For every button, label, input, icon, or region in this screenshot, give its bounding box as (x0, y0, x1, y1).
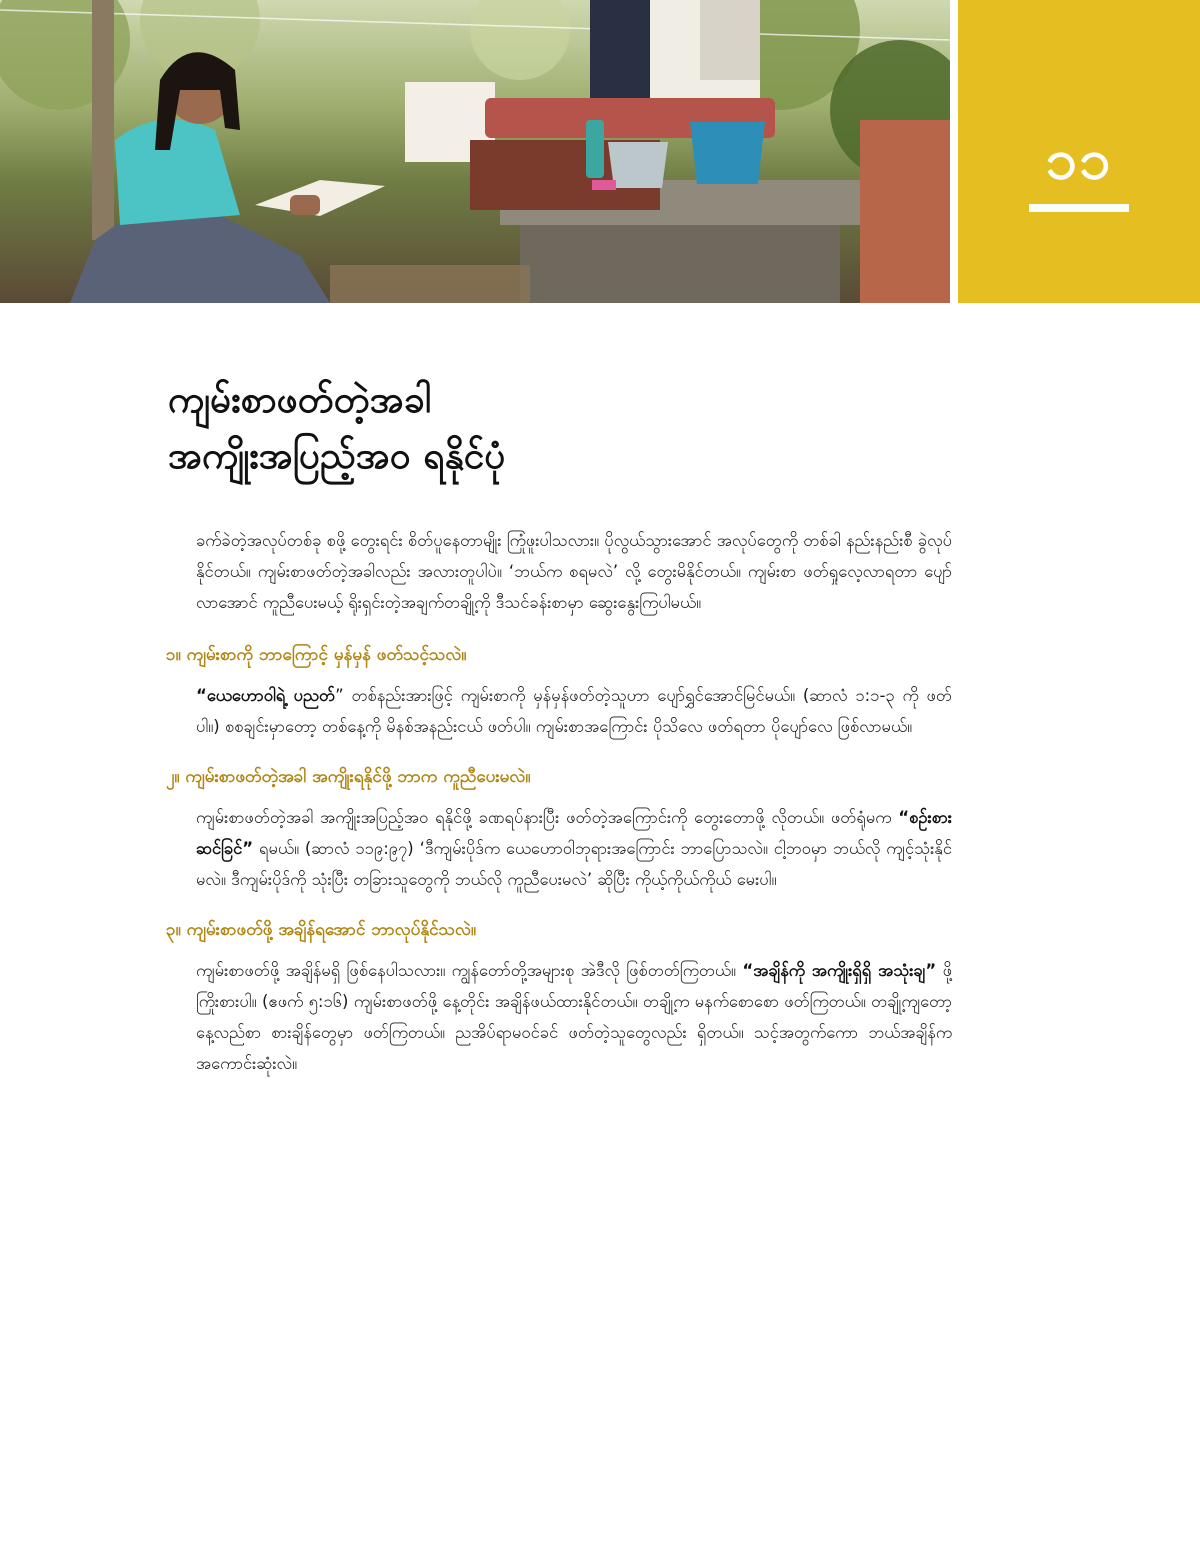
section-body-3-text-after: ဖို့ ကြိုးစားပါ။ (ဧဖက် ၅:၁၆) ကျမ်းစာဖတ်ဖို့ နေ့တိုင်း အချိန်ဖယ်ထားနိုင်တယ်။ တချို့က မနက်စောစော ဖတ်ကြတယ်။ တချို့ကျတော့ နေ့လည်စာ စားချိန်တွေမှာ ဖတ်ကြတယ်။ ညအိပ်ရာမဝင်ခင် ဖတ်တဲ့သူတွေလည်း ရှိတယ်။ သင့်အတွက်ကော ဘယ်အချိန်က အကောင်းဆုံးလဲ။ (196, 961, 953, 1073)
section-body-2-text-before: ကျမ်းစာဖတ်တဲ့အခါ အကျိုးအပြည့်အဝ ရနိုင်ဖို့ ခဏရပ်နားပြီး ဖတ်တဲ့အကြောင်းကို တွေးတောဖို့ လိုတယ်။ ဖတ်ရုံမက (196, 808, 899, 827)
lesson-title (168, 372, 968, 484)
lesson-title-line-2: အကျိုးအပြည့်အဝ ရနိုင်ပုံ (168, 434, 506, 477)
section-body-3-bold-quote: “အချိန်ကို အကျိုးရှိရှိ အသုံးချ” (742, 961, 937, 980)
section-body-3 (196, 955, 952, 1079)
section-body-2-text-after: ရမယ်။ (ဆာလံ ၁၁၉:၉၇) ‘ဒီကျမ်းပိုဒ်က ယေဟောဝါဘုရားအကြောင်း ဘာပြောသလဲ။ ငါ့ဘဝမှာ ဘယ်လို ကျင့်သုံးနိုင်မလဲ။ ဒီကျမ်းပိုဒ်ကို သုံးပြီး တခြားသူတွေကို ဘယ်လို ကူညီပေးမလဲ’ ဆိုပြီး ကိုယ့်ကိုယ်ကိုယ် မေးပါ။ (196, 839, 952, 889)
section-heading-2: ၂။ ကျမ်းစာဖတ်တဲ့အခါ အကျိုးရနိုင်ဖို့ ဘာက ကူညီပေးမလဲ။ (166, 767, 531, 787)
lesson-title-line-1: ကျမ်းစာဖတ်တဲ့အခါ (168, 378, 431, 421)
lesson-content (166, 525, 952, 1099)
woman-reading-bible-illustration (0, 0, 950, 303)
section-body-3-text-before: ကျမ်းစာဖတ်ဖို့ အချိန်မရှိ ဖြစ်နေပါသလား။ ကျွန်တော်တို့အများစု အဲဒီလို ဖြစ်တတ်ကြတယ်။ (196, 961, 743, 980)
section-heading-1: ၁။ ကျမ်းစာကို ဘာကြောင့် မှန်မှန် ဖတ်သင့်သလဲ။ (166, 645, 467, 665)
lesson-number: ၁၁ (1045, 127, 1113, 192)
section-body-2-bold-quote: “စဉ်းစားဆင်ခြင်” (196, 808, 952, 858)
section-body-1 (196, 680, 952, 742)
section-body-1-text-after: ” တစ်နည်းအားဖြင့် ကျမ်းစာကို မှန်မှန်ဖတ်တဲ့သူဟာ ပျော်ရွှင်အောင်မြင်မယ်။ (ဆာလံ ၁:၁-၃ ကို ဖတ်ပါ။) စစချင်းမှာတော့ တစ်နေ့ကို မိနစ်အနည်းငယ် ဖတ်ပါ။ ကျမ်းစာအကြောင်း ပိုသိလေ ဖတ်ရတာ ပိုပျော်လေ ဖြစ်လာမယ်။ (196, 686, 952, 736)
lesson-number-badge (958, 0, 1200, 303)
lesson-number-underline (1029, 204, 1129, 212)
section-body-1-bold-quote: “ယေဟောဝါရဲ့ ပညတ် (196, 686, 336, 705)
intro-paragraph: ခက်ခဲတဲ့အလုပ်တစ်ခု စဖို့ တွေးရင်း စိတ်ပူနေတာမျိုး ကြုံဖူးပါသလား။ ပိုလွယ်သွားအောင် အလုပ်တွေကို တစ်ခါ နည်းနည်းစီ ခွဲလုပ်နိုင်တယ်။ ကျမ်းစာဖတ်တဲ့အခါလည်း အလားတူပါပဲ။ ‘ဘယ်က စရမလဲ’ လို့ တွေးမိနိုင်တယ်။ ကျမ်းစာ ဖတ်ရှုလေ့လာရတာ ပျော်လာအောင် ကူညီပေးမယ့် ရိုးရှင်းတဲ့အချက်တချို့ကို ဒီသင်ခန်းစာမှာ ဆွေးနွေးကြပါမယ်။ (196, 531, 952, 612)
section-heading-3: ၃။ ကျမ်းစာဖတ်ဖို့ အချိန်ရအောင် ဘာလုပ်နိုင်သလဲ။ (166, 920, 477, 940)
hero-photo (0, 0, 950, 303)
section-body-2 (196, 802, 952, 895)
